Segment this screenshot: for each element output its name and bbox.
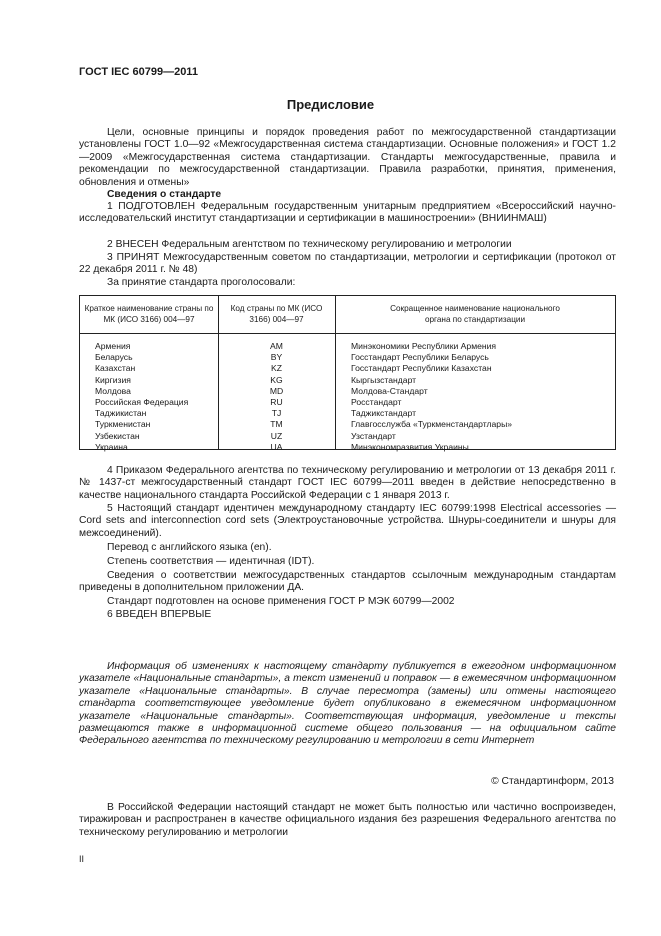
standards-body: Госстандарт Республики Казахстан [351, 363, 492, 374]
item-4: 4 Приказом Федерального агентства по техническому регулированию и метрологии от 13 декабря 2011 г. № 1437-ст межгосударственный стандарт ГОСТ IEC 60799—2011 введен в действие непосредственно в качестве национального стандарта Российской Федерации с 1 января 2013 г. [79, 465, 616, 501]
standards-body: Молдова-Стандарт [351, 385, 428, 396]
table-header-country: Краткое наименование страны по МК (ИСО 3166) 004—97 [84, 304, 214, 324]
table-divider [335, 296, 336, 449]
country-name: Киргизия [95, 374, 131, 385]
basis-note: Стандарт подготовлен на основе применения ГОСТ Р МЭК 60799—2002 [107, 596, 455, 607]
table-header-body: Сокращенное наименование национального органа по стандартизации [390, 304, 560, 324]
standards-body: Узстандарт [351, 430, 396, 441]
standards-body: Кыргызстандарт [351, 374, 417, 385]
item-3: 3 ПРИНЯТ Межгосударственным советом по стандартизации, метрологии и сертификации (протокол от 22 декабря 2011 г. № 48) [79, 252, 616, 276]
intro-paragraph: Цели, основные принципы и порядок проведения работ по межгосударственной стандартизации установлены ГОСТ 1.0—92 «Межгосударственная система стандартизации. Основные положения» и ГОСТ 1.2—2009 «Межгосударственная система стандартизации. Стандарты межгосударственные, правила и рекомендации по межгосударственной стандартизации. Правила разработки, принятия, применения, обновления и отмены» [79, 127, 616, 188]
references-note: Сведения о соответствии межгосударственных стандартов ссылочным международным стандартам приведены в дополнительном приложении ДА. [79, 570, 616, 594]
country-code: UA [270, 441, 283, 452]
country-name: Узбекистан [95, 430, 140, 441]
country-code: BY [270, 352, 283, 363]
voted-label: За принятие стандарта проголосовали: [107, 277, 296, 288]
page-title: Предисловие [286, 97, 375, 112]
body-column [351, 341, 611, 453]
country-name: Казахстан [95, 363, 136, 374]
table-header-divider [80, 333, 615, 334]
table-divider [218, 296, 219, 449]
country-code: TJ [271, 408, 282, 419]
country-name: Армения [95, 341, 131, 351]
country-code: RU [270, 397, 283, 408]
code-column [220, 341, 333, 453]
standards-body: Минэкономики Республики Армения [351, 341, 497, 351]
standards-body: Таджикстандарт [351, 408, 417, 419]
country-code: TM [270, 419, 283, 430]
country-column [95, 341, 215, 453]
country-code: KG [270, 374, 283, 385]
country-name: Туркменистан [95, 419, 151, 430]
country-name: Российская Федерация [95, 397, 189, 408]
section-subheading: Сведения о стандарте [107, 189, 222, 200]
information-notice: Информация об изменениях к настоящему стандарту публикуется в ежегодном информационном указателе «Национальные стандарты», а текст изменений и поправок — в ежемесячном информационном указателе «Национальные стандарты». В случае пересмотра (замены) или отмены настоящего стандарта соответствующее уведомление будет опубликовано в ежемесячном информационном указателе «Национальные стандарты». Соответствующая информация, уведомление и тексты размещаются также в информационной системе общего пользования — на официальном сайте Федерального агентства по техническому регулированию и метрологии в сети Интернет [79, 661, 616, 747]
document-header-id: ГОСТ IEC 60799—2011 [79, 66, 198, 78]
table-header-code: Код страны по МК (ИСО 3166) 004—97 [230, 304, 323, 324]
country-name: Украина [95, 441, 128, 452]
country-code: UZ [270, 430, 283, 441]
copyright-notice: © Стандартинформ, 2013 [491, 776, 614, 787]
item-6: 6 ВВЕДЕН ВПЕРВЫЕ [107, 609, 212, 620]
country-name: Беларусь [95, 352, 133, 363]
standards-body: Госстандарт Республики Беларусь [351, 352, 489, 363]
conformity-degree: Степень соответствия — идентичная (IDT). [107, 556, 315, 567]
country-name: Таджикистан [95, 408, 147, 419]
country-code: MD [269, 385, 284, 396]
voting-table [79, 295, 616, 450]
item-5: 5 Настоящий стандарт идентичен международному стандарту IEC 60799:1998 Electrical accessories — Cord sets and interconnection cord sets (Электроустановочные устройства. Шнуры-соединители и шнуры для межсоединений). [79, 503, 616, 539]
country-code: AM [270, 341, 283, 351]
standards-body: Минэкономразвития Украины [351, 441, 469, 452]
item-2: 2 ВНЕСЕН Федеральным агентством по техническому регулированию и метрологии [107, 239, 512, 250]
translation-note: Перевод с английского языка (en). [107, 542, 272, 553]
standards-body: Росстандарт [351, 397, 402, 408]
page-number: II [79, 854, 85, 864]
standards-body: Главгосслужба «Туркменстандартлары» [351, 419, 513, 430]
country-code: KZ [271, 363, 282, 374]
rights-notice: В Российской Федерации настоящий стандарт не может быть полностью или частично воспроизведен, тиражирован и распространен в качестве официального издания без разрешения Федерального агентства по техническому регулированию и метрологии [79, 802, 616, 838]
country-name: Молдова [95, 385, 131, 396]
item-1: 1 ПОДГОТОВЛЕН Федеральным государственным унитарным предприятием «Всероссийский научно-исследовательский институт стандартизации и сертификации в машиностроении» (ВНИИНМАШ) [79, 201, 616, 225]
